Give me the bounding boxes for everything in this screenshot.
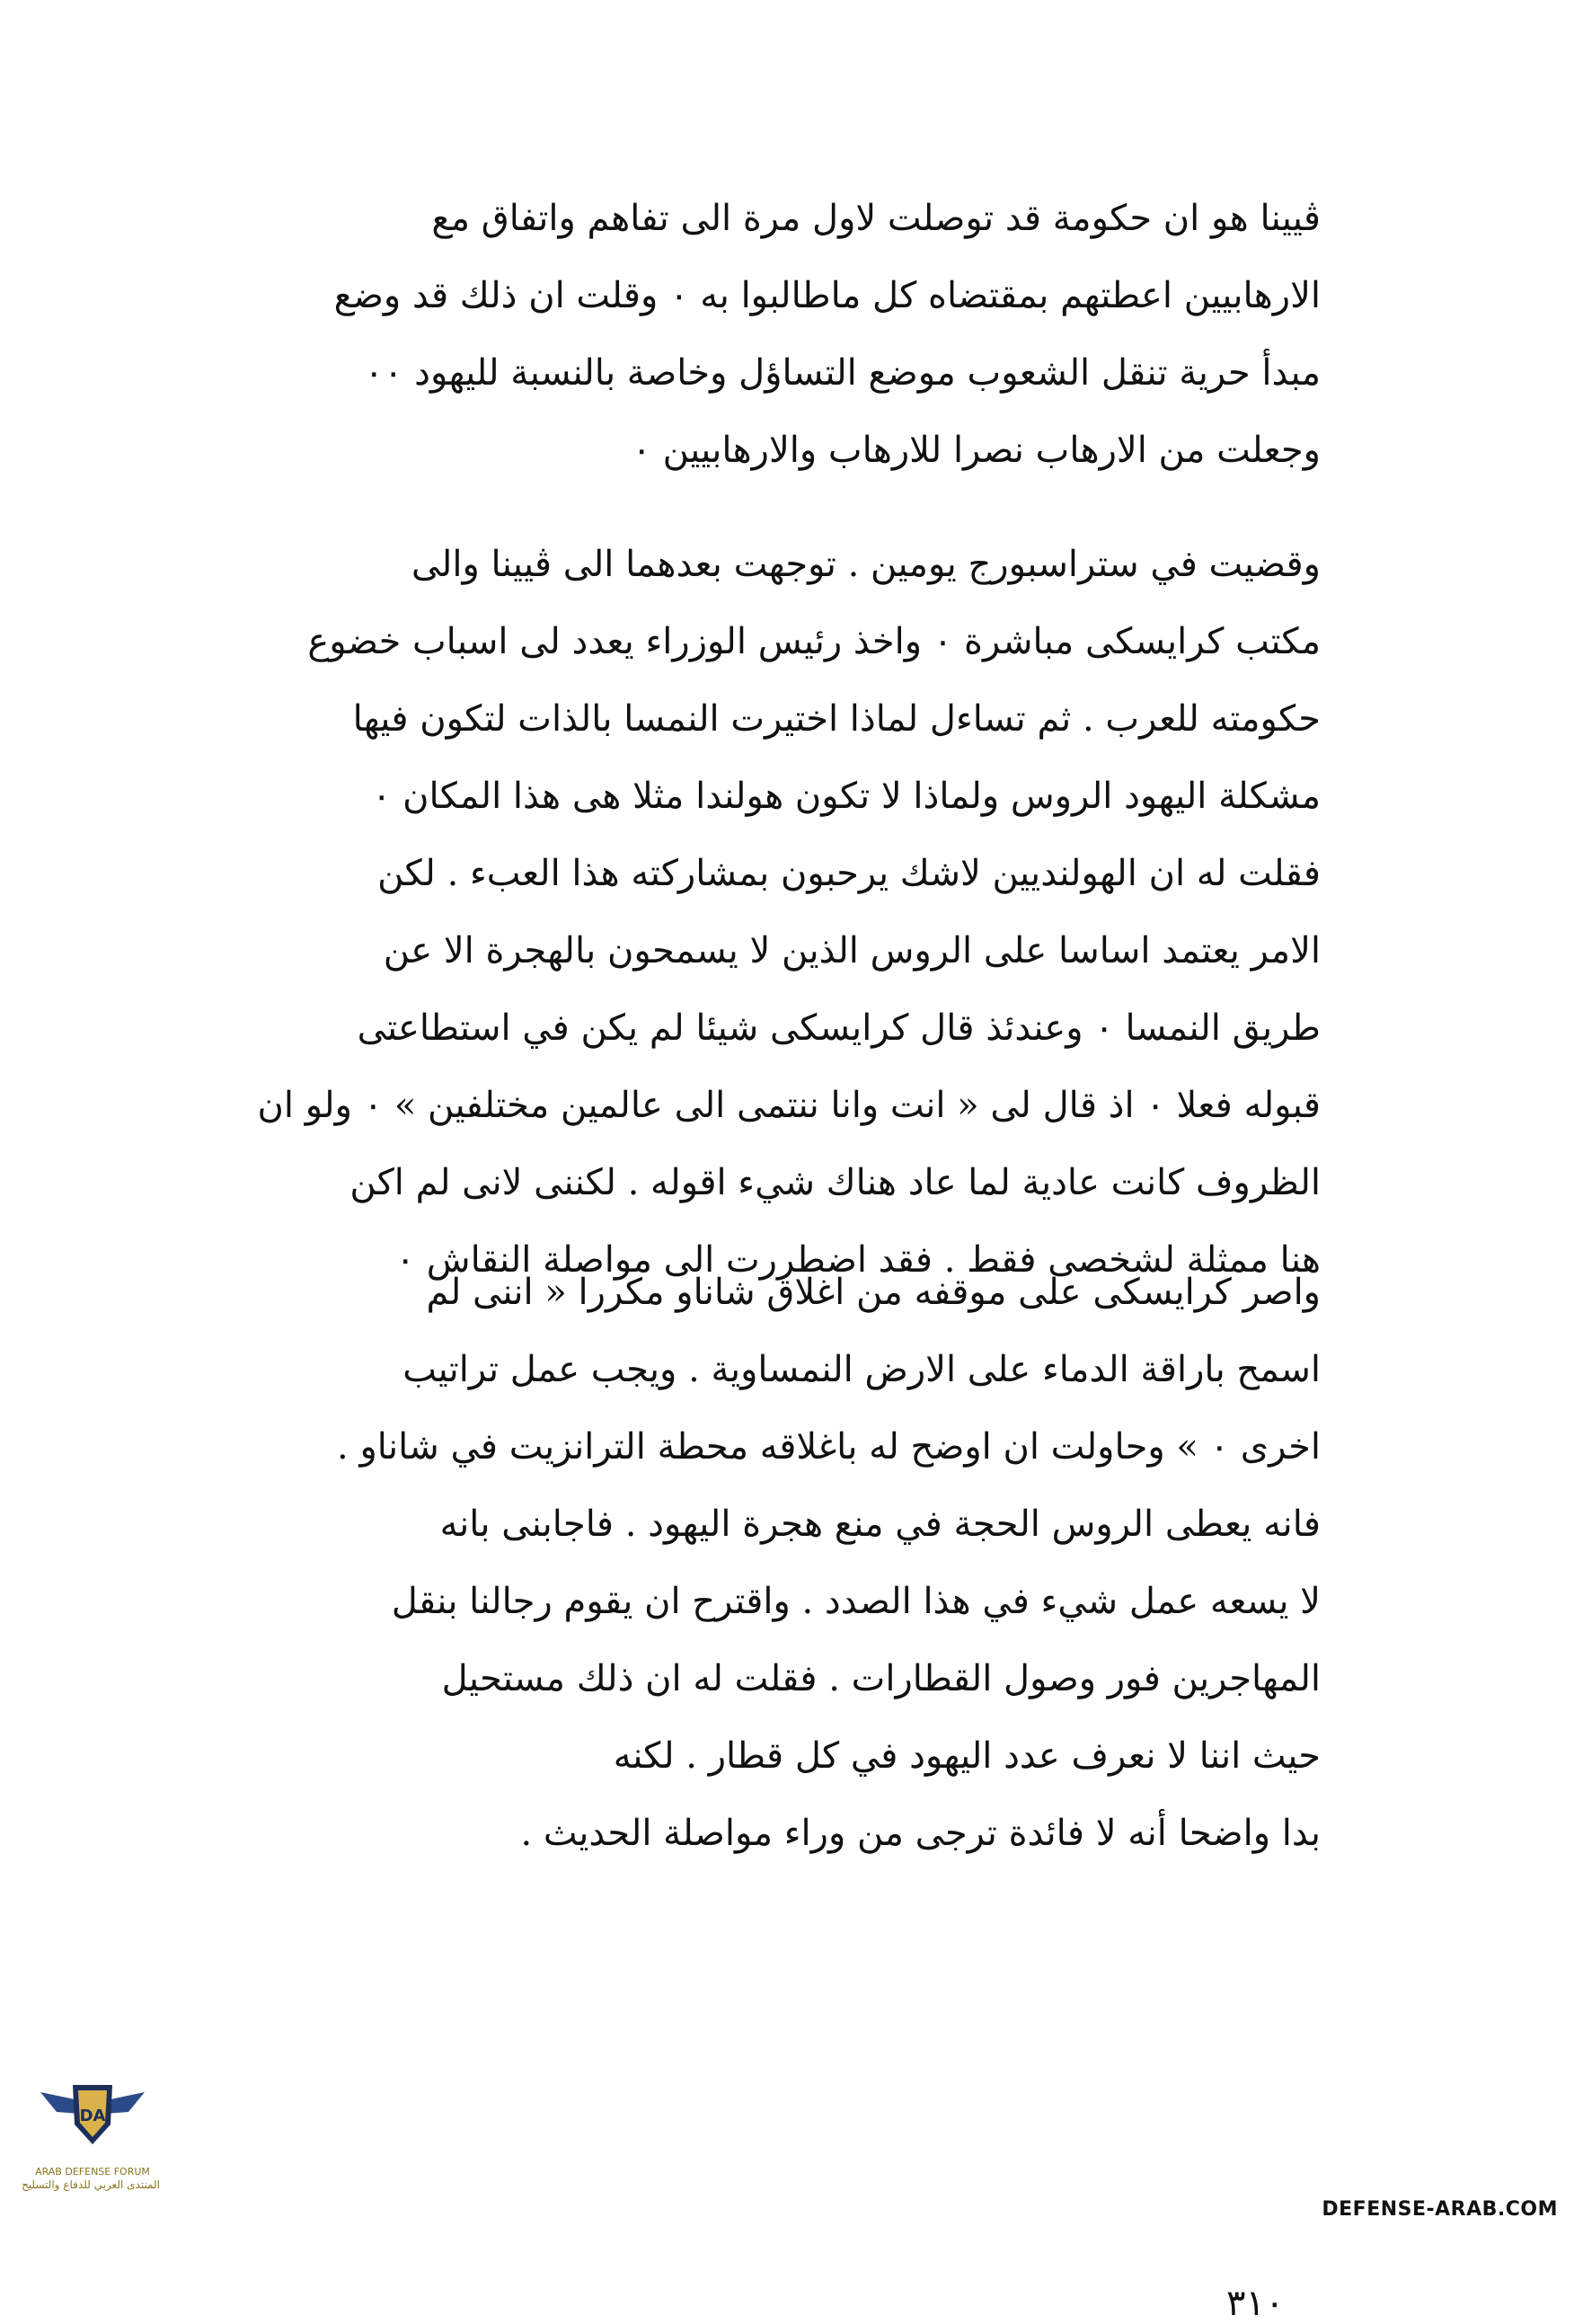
text-line: وقضيت في ستراسبورج يومين . توجهت بعدهما الى ڤيينا والى	[411, 544, 1321, 585]
forum-logo	[22, 2067, 160, 2220]
text-line: فقلت له ان الهولنديين لاشك يرحبون بمشاركته هذا العبء . لكن	[377, 853, 1321, 894]
text-line: لا يسعه عمل شيء في هذا الصدد . واقترح ان يقوم رجالنا بنقل	[391, 1581, 1321, 1622]
text-line: الارهابيين اعطتهم بمقتضاه كل ماطالبوا به ٠ وقلت ان ذلك قد وضع	[333, 275, 1321, 316]
text-line: اسمح باراقة الدماء على الارض النمساوية . ويجب عمل تراتيب	[402, 1349, 1321, 1390]
site-watermark: DEFENSE-ARAB.COM	[1322, 2198, 1558, 2221]
paragraph-1	[270, 180, 1321, 489]
text-line: المهاجرين فور وصول القطارات . فقلت له ان ذلك مستحيل	[441, 1658, 1321, 1699]
text-line: طريق النمسا ٠ وعندئذ قال كرايسكى شيئا لم يكن في استطاعتى	[357, 1007, 1321, 1049]
text-line: مبدأ حرية تنقل الشعوب موضع التساؤل وخاصة بالنسبة لليهود ٠٠	[364, 352, 1321, 394]
text-line: قبوله فعلا ٠ اذ قال لى « انت وانا ننتمى الى عالمين مختلفين » ٠ ولو ان	[257, 1085, 1321, 1126]
text-line: واصر كرايسكى على موقفه من اغلاق شاناو مكررا « اننى لم	[426, 1272, 1321, 1313]
text-line: مكتب كرايسكى مباشرة ٠ واخذ رئيس الوزراء يعدد لى اسباب خضوع	[307, 621, 1321, 662]
text-line: مشكلة اليهود الروس ولماذا لا تكون هولندا مثلا هى هذا المكان ٠	[371, 776, 1321, 817]
text-line: هنا ممثلة لشخصى فقط . فقد اضطررت الى مواصلة النقاش ٠	[395, 1239, 1321, 1281]
logo-text-ar: المنتدى العربي للدفاع والتسليح	[22, 2178, 160, 2191]
text-line: الامر يعتمد اساسا على الروس الذين لا يسمحون بالهجرة الا عن	[383, 930, 1321, 971]
text-line: وجعلت من الارهاب نصرا للارهاب والارهابيين ٠	[632, 430, 1321, 471]
text-line: بدا واضحا أنه لا فائدة ترجى من وراء مواصلة الحديث .	[520, 1813, 1321, 1854]
logo-letters: DA	[79, 2107, 106, 2125]
text-line: فانه يعطى الروس الحجة في منع هجرة اليهود . فاجابنى بانه	[439, 1504, 1321, 1545]
page-number: ٣١٠	[1226, 2283, 1285, 2324]
paragraph-3	[270, 1254, 1321, 1872]
logo-text-en: ARAB DEFENSE FORUM	[35, 2166, 150, 2178]
text-line: اخرى ٠ » وحاولت ان اوضح له باغلاقه محطة الترانزيت في شاناو .	[337, 1426, 1321, 1468]
paragraph-2	[257, 526, 1321, 1299]
text-line: حكومته للعرب . ثم تساءل لماذا اختيرت النمسا بالذات لتكون فيها	[352, 698, 1321, 740]
text-line: ڤيينا هو ان حكومة قد توصلت لاول مرة الى تفاهم واتفاق مع	[431, 198, 1321, 239]
eagle-shield-icon	[39, 2067, 146, 2166]
text-line: حيث اننا لا نعرف عدد اليهود في كل قطار . لكنه	[613, 1735, 1321, 1777]
text-line: الظروف كانت عادية لما عاد هناك شيء اقوله . لكننى لانى لم اكن	[349, 1162, 1321, 1203]
